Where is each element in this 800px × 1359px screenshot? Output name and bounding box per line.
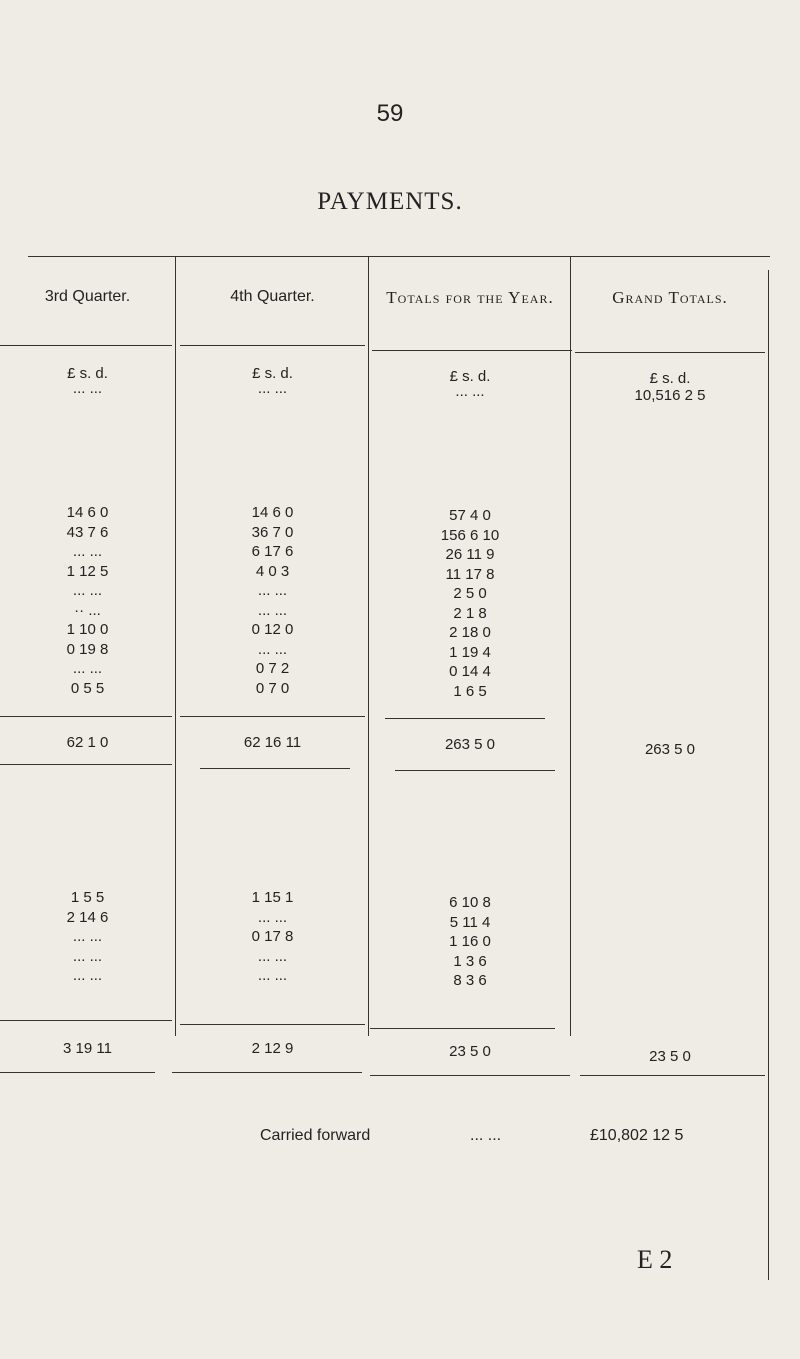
- carried-forward-dots: ... ...: [470, 1127, 502, 1144]
- table-cell: 1 5 5: [70, 889, 105, 906]
- section1-q3-column: [0, 503, 175, 698]
- column-rule-3: [570, 256, 571, 1036]
- table-cell: 0 14 4: [449, 663, 491, 680]
- carried-forward-amount: £10,802 12 5: [590, 1127, 684, 1144]
- section2-total-q4: 2 12 9: [251, 1040, 294, 1057]
- section2-q4-column: [180, 888, 365, 986]
- table-cell: 0 5 5: [70, 679, 105, 697]
- table-cell: ... ...: [257, 582, 288, 599]
- table-cell: 14 6 0: [66, 504, 109, 521]
- total-rule-q4: [200, 768, 350, 769]
- header-3rd-quarter: 3rd Quarter.: [44, 288, 131, 305]
- total-rule-year: [395, 770, 555, 771]
- table-cell: ... ...: [257, 967, 288, 984]
- table-cell: ... ...: [72, 660, 103, 677]
- table-cell: 36 7 0: [251, 523, 294, 541]
- dots-q3: ... ...: [72, 380, 103, 397]
- section1-total-year: 263 5 0: [444, 736, 496, 753]
- subtotal-rule-year: [385, 718, 545, 719]
- table-cell: 1 12 5: [66, 562, 109, 580]
- header-4th-quarter: 4th Quarter.: [230, 288, 315, 305]
- table-cell: 0 12 0: [251, 621, 294, 638]
- table-cell: ... ...: [72, 947, 103, 965]
- table-cell: 1 19 4: [449, 643, 491, 661]
- table-cell: ... ...: [72, 543, 103, 560]
- section2-q3-column: [0, 888, 175, 986]
- carried-forward-label: Carried forward: [260, 1127, 371, 1144]
- total2-rule-year: [370, 1075, 570, 1076]
- table-cell: 11 17 8: [445, 565, 495, 583]
- section2-year-column: [370, 893, 570, 991]
- total2-rule-q4: [172, 1072, 362, 1073]
- section2-total-year: 23 5 0: [449, 1043, 491, 1060]
- section1-year-column: [370, 506, 570, 701]
- table-cell: 2 1 8: [453, 604, 487, 622]
- units-q4: £ s. d.: [252, 365, 293, 382]
- header-rule-q4: [180, 345, 365, 346]
- table-cell: ... ...: [257, 601, 288, 619]
- table-cell: 0 19 8: [66, 640, 109, 658]
- units-grand: £ s. d.: [649, 370, 691, 387]
- table-cell: 0 7 0: [255, 679, 290, 697]
- table-cell: 6 17 6: [251, 543, 294, 560]
- table-cell: 1 3 6: [453, 952, 487, 970]
- subtotal2-rule-q4: [180, 1024, 365, 1025]
- page-number: 59: [376, 100, 404, 127]
- page-title: PAYMENTS.: [317, 188, 463, 215]
- table-cell: 43 7 6: [66, 523, 109, 541]
- section1-total-q4: 62 16 11: [243, 734, 302, 751]
- table-cell: 2 18 0: [449, 624, 491, 641]
- table-cell: 26 11 9: [445, 546, 495, 563]
- table-cell: ... ...: [72, 582, 103, 599]
- table-cell: 4 0 3: [255, 562, 290, 580]
- total-rule-q3: [0, 764, 172, 765]
- total2-rule-grand: [580, 1075, 765, 1076]
- subtotal2-rule-q3: [0, 1020, 172, 1021]
- table-cell: 8 3 6: [453, 972, 487, 989]
- table-cell: ·· ...: [74, 601, 101, 619]
- units-q3: £ s. d.: [67, 365, 108, 382]
- top-rule: [28, 256, 770, 257]
- table-cell: ... ...: [257, 947, 288, 965]
- table-cell: ... ...: [257, 640, 288, 658]
- table-cell: ... ...: [72, 928, 103, 945]
- table-cell: ... ...: [257, 908, 288, 926]
- column-rule-4: [768, 270, 769, 1280]
- section2-total-q3: 3 19 11: [63, 1040, 112, 1057]
- table-cell: 2 14 6: [66, 908, 109, 926]
- column-rule-2: [368, 256, 369, 1036]
- table-cell: 1 15 1: [251, 889, 294, 906]
- table-cell: 2 5 0: [453, 585, 487, 602]
- units-year: £ s. d.: [449, 368, 491, 385]
- dots-q4: ... ...: [257, 380, 288, 397]
- table-cell: 1 10 0: [66, 621, 109, 638]
- header-totals-for-year: Totals for the Year.: [386, 288, 554, 307]
- subtotal-rule-q4: [180, 716, 365, 717]
- header-grand-totals: Grand Totals.: [612, 288, 728, 307]
- table-cell: 6 10 8: [449, 894, 491, 911]
- subtotal-rule-q3: [0, 716, 172, 717]
- section1-total-grand: 263 5 0: [644, 741, 696, 758]
- total2-rule-q3: [0, 1072, 155, 1073]
- grand-first-value: 10,516 2 5: [634, 387, 706, 404]
- header-rule-q3: [0, 345, 172, 346]
- table-cell: 1 6 5: [453, 682, 487, 700]
- table-cell: 5 11 4: [449, 913, 491, 931]
- table-cell: 57 4 0: [449, 507, 491, 524]
- table-cell: 1 16 0: [449, 933, 491, 950]
- table-cell: 156 6 10: [440, 526, 500, 544]
- table-cell: 0 17 8: [251, 928, 294, 945]
- header-rule-grand: [575, 352, 765, 353]
- subtotal2-rule-year: [370, 1028, 555, 1029]
- table-cell: 14 6 0: [251, 504, 294, 521]
- section1-q4-column: [180, 503, 365, 698]
- dots-year: ... ...: [455, 383, 485, 400]
- section2-total-grand: 23 5 0: [649, 1048, 691, 1065]
- header-rule-year: [372, 350, 572, 351]
- signature-mark: E 2: [637, 1245, 673, 1274]
- column-rule-1: [175, 256, 176, 1036]
- table-cell: 0 7 2: [255, 660, 290, 677]
- table-cell: ... ...: [72, 967, 103, 984]
- section1-total-q3: 62 1 0: [66, 734, 109, 751]
